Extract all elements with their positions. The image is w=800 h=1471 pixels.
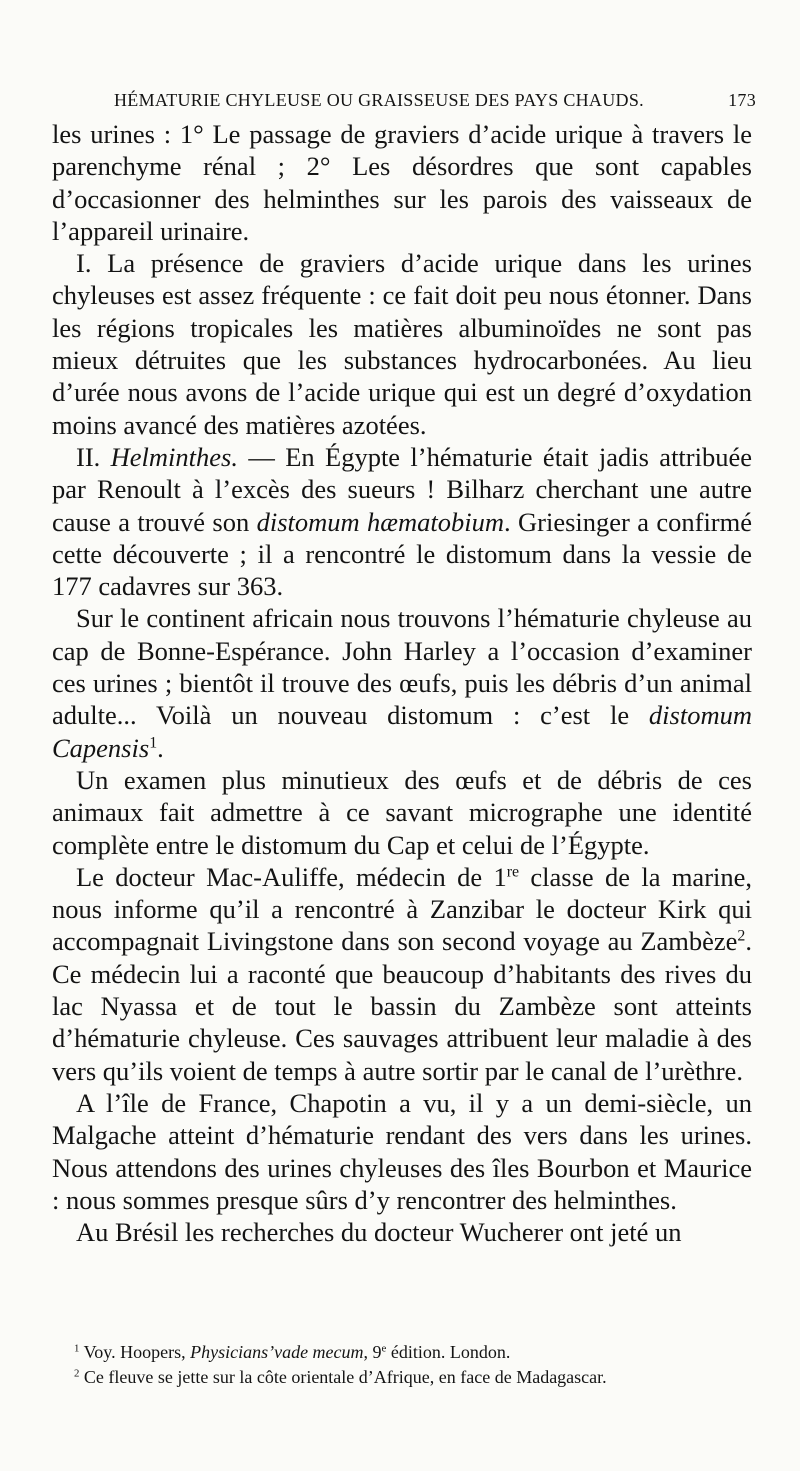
paragraph-6-text-b: classe de la marine, nous informe qu’il a rencontré à Zanzibar le docteur Kirk qui accompagnait Livingstone dans son second voyage au Zambèze bbox=[52, 861, 753, 957]
footnote-1-text-b: , 9 bbox=[363, 1342, 382, 1362]
paragraph-6 bbox=[52, 861, 752, 1087]
footnote-1-text-a: Voy. Hoopers, bbox=[83, 1342, 191, 1362]
paragraph-6-text-c: . Ce médecin lui a raconté que beaucoup d’habitants des rives du lac Nyassa et de tout le bassin du Zambèze sont atteints d’hématurie chyleuse. Ces sauvages attribuent leur maladie à des vers qu’ils voient de temps à autre sortir par le canal de l’urèthre. bbox=[52, 926, 752, 1086]
paragraph-5: Un examen plus minutieux des œufs et de débris de ces animaux fait admettre à ce savant micrographe une identité complète entre le distomum du Cap et celui de l’Égypte. bbox=[52, 764, 752, 860]
paragraph-7: A l’île de France, Chapotin a vu, il y a un demi-siècle, un Malgache atteint d’hématurie rendant des vers dans les urines. Nous attendons des urines chyleuses des îles Bourbon et Maurice : nous sommes presque sûrs d’y rencontrer des helminthes. bbox=[52, 1087, 752, 1215]
footnote-1 bbox=[52, 1340, 752, 1365]
species-name: distomum Capensis bbox=[52, 700, 752, 763]
footnote-ref: 1 bbox=[149, 734, 158, 752]
paragraph-4 bbox=[52, 602, 752, 763]
paragraph-3-text-a: — En Égypte l’hématurie était jadis attribuée par Renoult à l’excès des sueurs ! Bilharz cherchant une autre cause a trouvé son bbox=[52, 441, 753, 537]
paragraph-4-text-b: . bbox=[157, 732, 164, 763]
paragraph-4-text-a: Sur le continent africain nous trouvons l’hématurie chyleuse au cap de Bonne-Espérance. John Harley a l’occasion d’examiner ces urines ; bientôt il trouve des œufs, puis les débris d’un animal adulte... Voilà un nouveau distomum : c’est le bbox=[52, 603, 752, 731]
book-title: Physicians’vade mecum bbox=[190, 1342, 364, 1362]
section-number: II. bbox=[76, 441, 101, 472]
species-name: distomum hæmatobium bbox=[256, 506, 504, 537]
section-heading: Helminthes. bbox=[110, 441, 238, 472]
ordinal-suffix: e bbox=[381, 1342, 387, 1355]
paragraph-6-text-a: Le docteur Mac-Auliffe, médecin de 1 bbox=[76, 861, 507, 892]
footnote-mark: 1 bbox=[74, 1342, 80, 1355]
paragraph-8: Au Brésil les recherches du docteur Wucherer ont jeté un bbox=[76, 1217, 682, 1248]
footnote-ref: 2 bbox=[737, 927, 746, 945]
footnotes bbox=[52, 1340, 752, 1390]
ordinal-suffix: re bbox=[506, 863, 520, 881]
footnote-1-text-c: édition. London. bbox=[386, 1342, 511, 1362]
page-number: 173 bbox=[728, 90, 756, 110]
paragraph-2: I. La présence de graviers d’acide urique dans les urines chyleuses est assez fréquente : ce fait doit peu nous étonner. Dans les régions tropicales les matières albuminoïdes ne sont pas mieux détruites que les substances hydrocarbonées. Au lieu d’urée nous avons de l’acide urique qui est un degré d’oxydation moins avancé des matières azotées. bbox=[52, 248, 752, 440]
paragraph-3-text-b: . Griesinger a confirmé cette découverte ; il a rencontré le distomum dans la vessie de 177 cadavres sur 363. bbox=[52, 506, 753, 602]
footnote-mark: 2 bbox=[74, 1367, 80, 1380]
footnote-2 bbox=[52, 1365, 752, 1390]
footnote-2-text: Ce fleuve se jette sur la côte orientale d’Afrique, en face de Madagascar. bbox=[83, 1367, 607, 1387]
paragraph-3 bbox=[52, 441, 752, 602]
running-title: HÉMATURIE CHYLEUSE OU GRAISSEUSE DES PAYS CHAUDS. bbox=[114, 90, 644, 110]
running-header bbox=[88, 86, 756, 114]
main-text bbox=[52, 118, 752, 1248]
paragraph-1: les urines : 1° Le passage de graviers d’acide urique à travers le parenchyme rénal ; 2° Les désordres que sont capables d’occasionner des helminthes sur les parois des vaisseaux de l’appareil urinaire. bbox=[52, 119, 752, 246]
